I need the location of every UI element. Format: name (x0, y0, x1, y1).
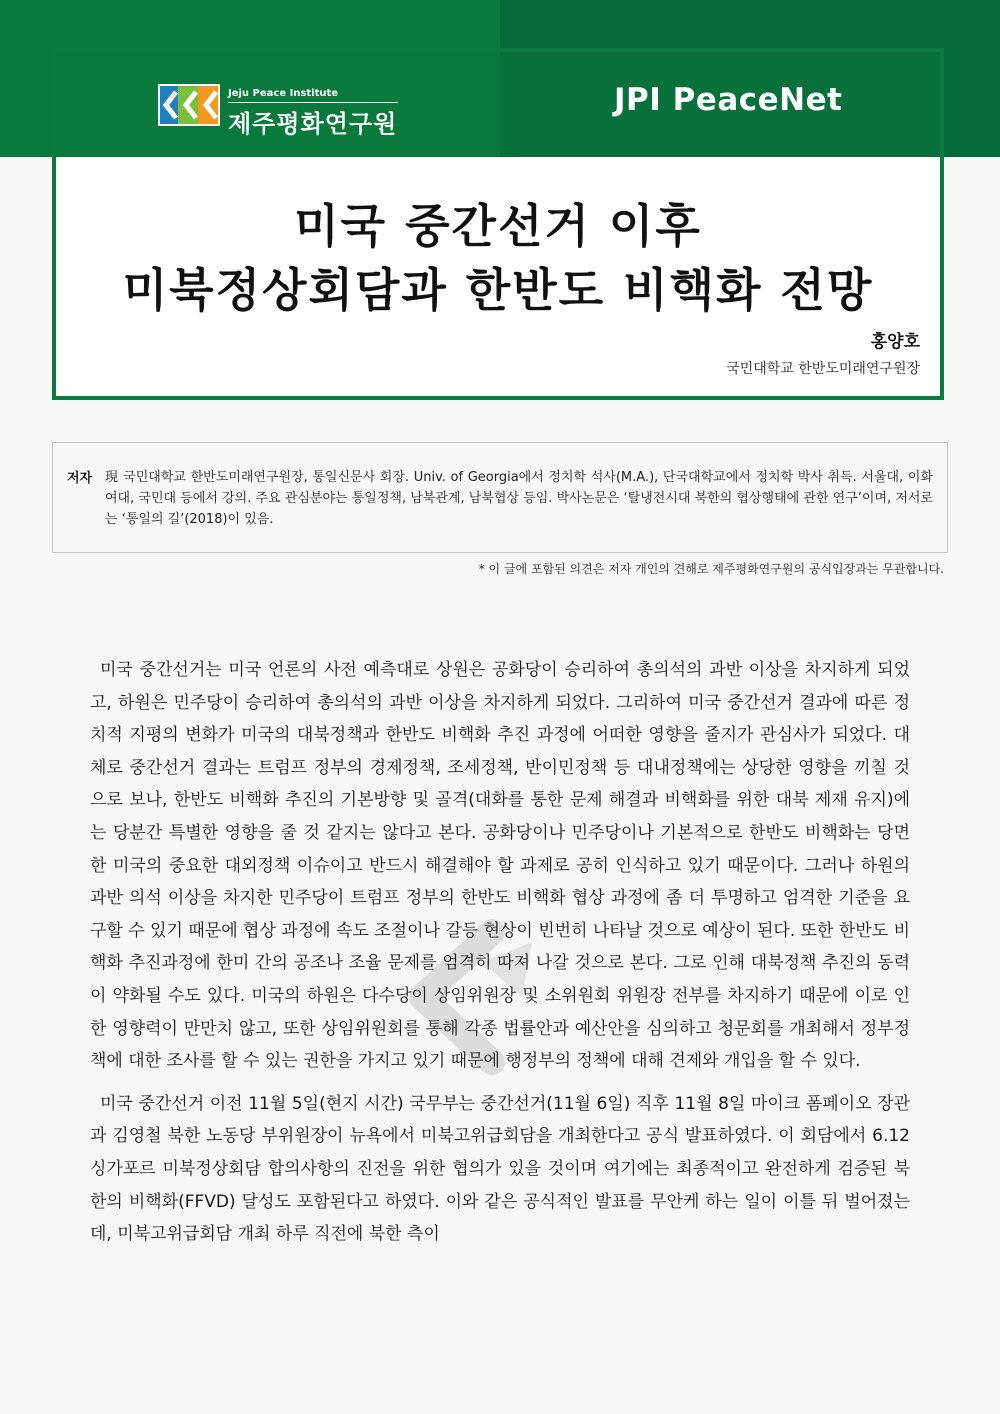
jpi-peacenet-logo: JPI PeaceNet (614, 82, 843, 118)
author-bio-label: 저자 (67, 471, 93, 486)
logo-korean-name: 제주평화연구원 (228, 110, 398, 138)
logo-divider (228, 102, 398, 103)
page-title-line-2: 미북정상회담과 한반도 비핵화 전망 (122, 263, 874, 317)
article-body (90, 654, 910, 1261)
author-affiliation: 국민대학교 한반도미래연구원장 (726, 361, 920, 377)
logo-english-name: Jeju Peace Institute (228, 88, 339, 99)
author-name: 홍양호 (870, 332, 920, 352)
page-title-line-1: 미국 중간선거 이후 (294, 199, 702, 253)
article-paragraph-1: 미국 중간선거는 미국 언론의 사전 예측대로 상원은 공화당이 승리하여 총의석의 과반 이상을 차지하게 되었고, 하원은 민주당이 승리하여 총의석의 과반 이상을 차지하게 되었다. 그리하여 미국 중간선거 결과에 따른 정치적 지평의 변화가 미국의 대북정책과 한반도 비핵화 추진 과정에 어떠한 영향을 줄지가 관심사가 되었다. 대체로 중간선거 결과는 트럼프 정부의 경제정책, 조세정책, 반이민정책 등 대내정책에는 상당한 영향을 끼칠 것으로 보나, 한반도 비핵화 추진의 기본방향 및 골격(대화를 통한 문제 해결과 비핵화를 위한 대북 제재 유지)에는 당분간 특별한 영향을 줄 것 같지는 않다고 본다. 공화당이나 민주당이나 기본적으로 한반도 비핵화는 당면한 미국의 중요한 대외정책 이슈이고 반드시 해결해야 할 과제로 공히 인식하고 있기 때문이다. 그러나 하원의 과반 의석 이상을 차지한 민주당이 트럼프 정부의 한반도 비핵화 협상 과정에 좀 더 투명하고 엄격한 기준을 요구할 수 있기 때문에 협상 과정에 속도 조절이나 갈등 현상이 빈번히 나타날 것으로 예상이 된다. 또한 한반도 비핵화 추진과정에 한미 간의 공조나 조율 문제를 엄격히 따져 나갈 것으로 본다. 그로 인해 대북정책 추진의 동력이 약화될 수도 있다. 미국의 하원은 다수당이 상임위원장 및 소위원회 위원장 전부를 차지하기 때문에 이로 인한 영향력이 만만치 않고, 또한 상임위원회를 통해 각종 법률안과 예산안을 심의하고 청문회를 개최해서 정부정책에 대한 조사를 할 수 있는 권한을 가지고 있기 때문에 행정부의 정책에 대해 견제와 개입을 할 수 있다. (90, 660, 910, 1072)
author-bio-box (52, 442, 948, 553)
disclaimer-note: * 이 글에 포함된 의견은 저자 개인의 견해로 제주평화연구원의 공식입장과는 무관합니다. (478, 562, 944, 576)
jeju-peace-institute-logo (156, 82, 416, 138)
jpi-emblem-icon (156, 82, 222, 128)
header-box (52, 48, 944, 400)
article-paragraph-2: 미국 중간선거 이전 11월 5일(현지 시간) 국무부는 중간선거(11월 6일) 직후 11월 8일 마이크 폼페이오 장관과 김영철 북한 노동당 부위원장이 뉴욕에서 미북고위급회담을 개최한다고 공식 발표하였다. 이 회담에서 6.12 싱가포르 미북정상회담 합의사항의 진전을 위한 협의가 있을 것이며 여기에는 최종적이고 완전하게 검증된 북한의 비핵화(FFVD) 달성도 포함된다고 하였다. 이와 같은 공식적인 발표를 무안케 하는 일이 이틀 뒤 벌어졌는데, 미북고위급회담 개최 하루 직전에 북한 측이 (90, 1093, 910, 1245)
header-logo-bar (56, 52, 940, 157)
author-bio-text: 現 국민대학교 한반도미래연구원장, 통일신문사 회장. Univ. of Georgia에서 정치학 석사(M.A.), 단국대학교에서 정치학 박사 취득. 서울대, 이화여대, 국민대 등에서 강의. 주요 관심분야는 통일정책, 남북관계, 남북협상 등임. 박사논문은 ‘탈냉전시대 북한의 협상행태에 관한 연구’이며, 저서로는 ‘통일의 길’(2018)이 있음. (105, 470, 933, 527)
